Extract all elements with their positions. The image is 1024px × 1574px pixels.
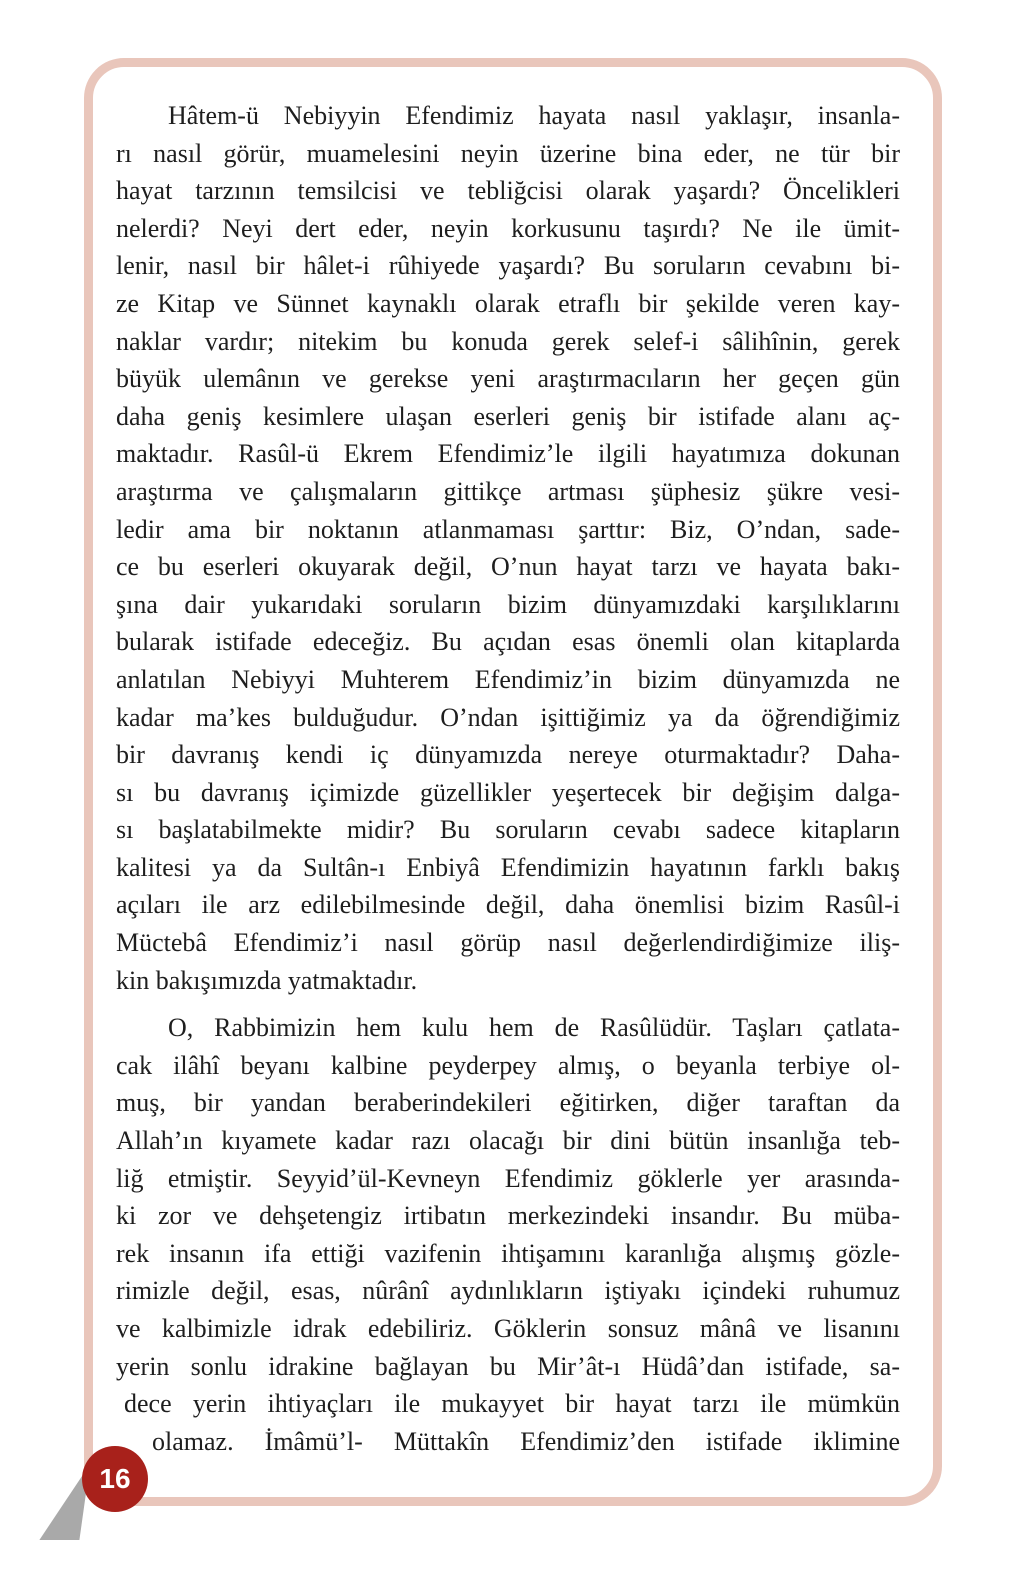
- text-line: rek insanın ifa ettiği vazifenin ihtişamını karanlığa alışmış gözle-: [116, 1238, 900, 1268]
- text-line: Allah’ın kıyamete kadar razı olacağı bir dini bütün insanlığa teb-: [116, 1126, 900, 1156]
- text-line: ledir ama bir noktanın atlanmaması şarttır: Biz, O’ndan, sade-: [116, 514, 900, 544]
- text-line: kalitesi ya da Sultân-ı Enbiyâ Efendimizin hayatının farklı bakış: [116, 852, 900, 882]
- body-text: [116, 97, 900, 1460]
- text-line: ki zor ve dehşetengiz irtibatın merkezindeki insandır. Bu müba-: [116, 1201, 900, 1231]
- text-line: dece yerin ihtiyaçları ile mukayyet bir hayat tarzı ile mümkün: [124, 1389, 900, 1419]
- text-line: kadar ma’kes bulduğudur. O’ndan işittiğimiz ya da öğrendiğimiz: [116, 702, 900, 732]
- text-line: liğ etmiştir. Seyyid’ül-Kevneyn Efendimiz göklerle yer arasında-: [116, 1163, 900, 1193]
- text-line: anlatılan Nebiyyi Muhterem Efendimiz’in bizim dünyamızda ne: [116, 664, 900, 694]
- text-line: bularak istifade edeceğiz. Bu açıdan esas önemli olan kitaplarda: [116, 627, 900, 657]
- text-line: muş, bir yandan beraberindekileri eğitirken, diğer taraftan da: [116, 1088, 900, 1118]
- text-line: kin bakışımızda yatmaktadır.: [116, 965, 418, 995]
- text-line: daha geniş kesimlere ulaşan eserleri geniş bir istifade alanı aç-: [116, 401, 900, 431]
- text-line: yerin sonlu idrakine bağlayan bu Mir’ât-ı Hüdâ’dan istifade, sa-: [116, 1351, 900, 1381]
- page-number-badge: 16: [82, 1446, 148, 1512]
- text-line: olamaz. İmâmü’l- Müttakîn Efendimiz’den istifade iklimine: [152, 1426, 900, 1456]
- text-line: ce bu eserleri okuyarak değil, O’nun hayat tarzı ve hayata bakı-: [116, 552, 900, 582]
- paragraph-1: [116, 97, 900, 999]
- text-line: rimizle değil, esas, nûrânî aydınlıkların iştiyakı içindeki ruhumuz: [116, 1276, 900, 1306]
- text-line: sı bu davranış içimizde güzellikler yeşertecek bir değişim dalga-: [116, 777, 900, 807]
- text-line: O, Rabbimizin hem kulu hem de Rasûlüdür. Taşları çatlata-: [168, 1013, 900, 1043]
- text-line: ve kalbimizle idrak edebiliriz. Göklerin sonsuz mânâ ve lisanını: [116, 1314, 900, 1343]
- text-line: maktadır. Rasûl-ü Ekrem Efendimiz’le ilgili hayatımıza dokunan: [116, 439, 900, 469]
- text-line: açıları ile arz edilebilmesinde değil, daha önemlisi bizim Rasûl-i: [116, 890, 900, 920]
- text-line: araştırma ve çalışmaların gittikçe artması şüphesiz şükre vesi-: [116, 476, 900, 506]
- text-line: şına dair yukarıdaki soruların bizim dünyamızdaki karşılıklarını: [116, 589, 900, 619]
- text-line: lenir, nasıl bir hâlet-i rûhiyede yaşardı? Bu soruların cevabını bi-: [116, 251, 900, 281]
- text-line: rı nasıl görür, muamelesini neyin üzerine bina eder, ne tür bir: [116, 138, 900, 168]
- text-line: bir davranış kendi iç dünyamızda nereye oturmaktadır? Daha-: [116, 740, 900, 770]
- text-line: naklar vardır; nitekim bu konuda gerek selef-i sâlihînin, gerek: [116, 326, 900, 356]
- text-line: sı başlatabilmekte midir? Bu soruların cevabı sadece kitapların: [116, 815, 900, 845]
- text-line: cak ilâhî beyanı kalbine peyderpey almış, o beyanla terbiye ol-: [116, 1050, 900, 1080]
- text-line: hayat tarzının temsilcisi ve tebliğcisi olarak yaşardı? Öncelikleri: [116, 176, 900, 206]
- text-line: Müctebâ Efendimiz’i nasıl görüp nasıl değerlendirdiğimize iliş-: [116, 928, 900, 958]
- text-line: nelerdi? Neyi dert eder, neyin korkusunu taşırdı? Ne ile ümit-: [116, 213, 900, 243]
- text-line: Hâtem-ü Nebiyyin Efendimiz hayata nasıl yaklaşır, insanla-: [168, 101, 900, 130]
- text-line: büyük ulemânın ve gerekse yeni araştırmacıların her geçen gün: [116, 364, 900, 394]
- paragraph-2: [116, 1009, 900, 1460]
- text-line: ze Kitap ve Sünnet kaynaklı olarak etraflı bir şekilde veren kay-: [116, 288, 900, 318]
